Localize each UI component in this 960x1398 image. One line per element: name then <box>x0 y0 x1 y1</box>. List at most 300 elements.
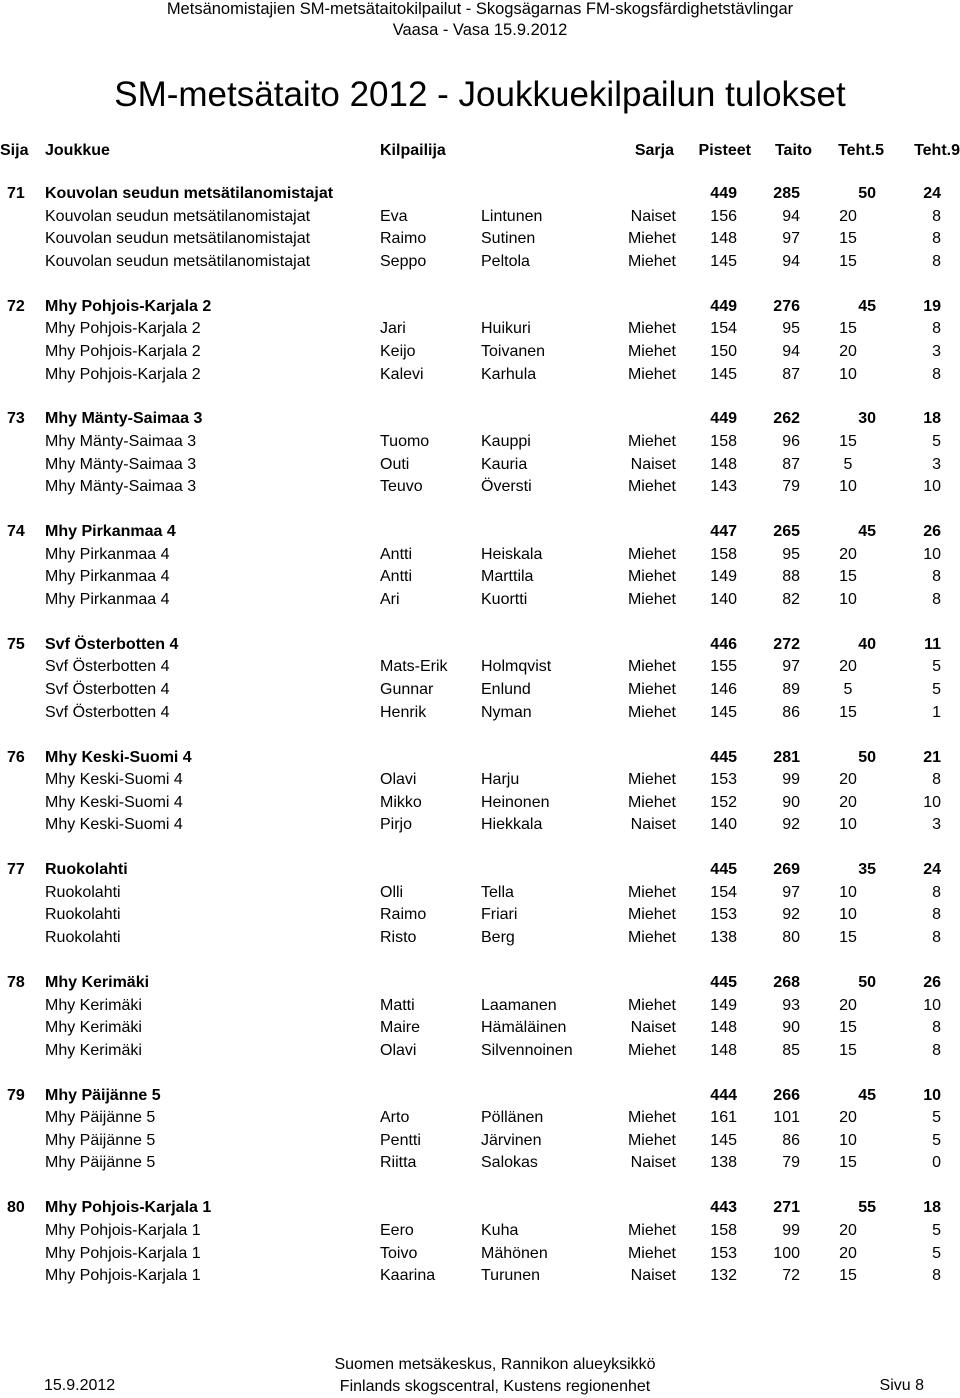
member-first-cell: Antti <box>380 546 413 563</box>
member-taito-cell: 97 <box>782 658 800 675</box>
team-pisteet-cell: 449 <box>710 410 737 427</box>
member-taito-cell: 85 <box>782 1042 800 1059</box>
member-team-cell: Mhy Keski-Suomi 4 <box>45 816 183 833</box>
member-taito-cell: 95 <box>782 320 800 337</box>
member-teht9-cell: 5 <box>932 1245 941 1262</box>
team-pisteet-cell: 445 <box>710 974 737 991</box>
member-team-cell: Svf Österbotten 4 <box>45 704 170 721</box>
member-pisteet-cell: 154 <box>710 884 737 901</box>
team-name-cell: Mhy Kerimäki <box>45 974 150 991</box>
member-teht5-cell: 20 <box>839 208 857 225</box>
member-teht9-cell: 8 <box>932 230 941 247</box>
member-first-cell: Tuomo <box>380 433 430 450</box>
member-teht9-cell: 5 <box>932 658 941 675</box>
team-taito-cell: 269 <box>773 861 800 878</box>
member-team-cell: Svf Österbotten 4 <box>45 681 170 698</box>
member-pisteet-cell: 140 <box>710 816 737 833</box>
member-pisteet-cell: 148 <box>710 456 737 473</box>
member-team-cell: Mhy Kerimäki <box>45 997 142 1014</box>
member-first-cell: Ari <box>380 591 400 608</box>
member-teht5-cell: 5 <box>843 456 853 473</box>
member-teht9-cell: 8 <box>932 366 941 383</box>
team-teht5-cell: 55 <box>858 1199 876 1216</box>
member-teht5-cell: 10 <box>839 816 857 833</box>
member-pisteet-cell: 148 <box>710 1042 737 1059</box>
member-taito-cell: 92 <box>782 906 800 923</box>
member-team-cell: Mhy Pohjois-Karjala 1 <box>45 1245 201 1262</box>
member-first-cell: Gunnar <box>380 681 434 698</box>
member-taito-cell: 92 <box>782 816 800 833</box>
col-header-joukkue: Joukkue <box>45 142 110 159</box>
member-teht5-cell: 20 <box>839 343 857 360</box>
member-taito-cell: 93 <box>782 997 800 1014</box>
team-sija-cell: 76 <box>7 749 25 766</box>
team-taito-cell: 262 <box>773 410 800 427</box>
col-header-kilpailija: Kilpailija <box>380 142 446 159</box>
member-team-cell: Mhy Pohjois-Karjala 1 <box>45 1222 201 1239</box>
member-teht5-cell: 15 <box>839 704 857 721</box>
team-name-cell: Mhy Pirkanmaa 4 <box>45 523 176 540</box>
member-team-cell: Mhy Pirkanmaa 4 <box>45 568 170 585</box>
member-taito-cell: 89 <box>782 681 800 698</box>
member-team-cell: Mhy Pohjois-Karjala 2 <box>45 343 201 360</box>
member-first-cell: Jari <box>380 320 406 337</box>
member-teht5-cell: 15 <box>839 1019 857 1036</box>
team-teht5-cell: 50 <box>858 185 876 202</box>
member-pisteet-cell: 145 <box>710 366 737 383</box>
team-teht5-cell: 45 <box>858 1087 876 1104</box>
member-sarja-cell: Miehet <box>627 591 676 608</box>
team-teht9-cell: 26 <box>923 523 941 540</box>
member-first-cell: Pentti <box>380 1132 421 1149</box>
member-sarja-cell: Miehet <box>627 568 676 585</box>
member-teht5-cell: 10 <box>839 884 857 901</box>
member-pisteet-cell: 153 <box>710 771 737 788</box>
member-teht9-cell: 8 <box>932 1019 941 1036</box>
page-number: Sivu 8 <box>879 1377 924 1394</box>
team-teht5-cell: 45 <box>858 298 876 315</box>
team-name-cell: Svf Österbotten 4 <box>45 636 179 653</box>
member-last-cell: Sutinen <box>481 230 536 247</box>
member-last-cell: Kauppi <box>481 433 531 450</box>
member-last-cell: Översti <box>481 478 532 495</box>
member-pisteet-cell: 148 <box>710 230 737 247</box>
member-last-cell: Heiskala <box>481 546 543 563</box>
member-sarja-cell: Miehet <box>627 1042 676 1059</box>
member-team-cell: Mhy Pohjois-Karjala 1 <box>45 1267 201 1284</box>
member-teht9-cell: 8 <box>932 253 941 270</box>
member-sarja-cell: Naiset <box>630 1154 676 1171</box>
member-team-cell: Ruokolahti <box>45 906 121 923</box>
team-sija-cell: 79 <box>7 1087 25 1104</box>
team-name-cell: Kouvolan seudun metsätilanomistajat <box>45 185 334 202</box>
team-teht9-cell: 24 <box>923 861 941 878</box>
member-pisteet-cell: 145 <box>710 704 737 721</box>
member-team-cell: Mhy Pirkanmaa 4 <box>45 591 170 608</box>
member-first-cell: Kaarina <box>380 1267 436 1284</box>
team-sija-cell: 75 <box>7 636 25 653</box>
member-teht5-cell: 20 <box>839 1245 857 1262</box>
team-teht9-cell: 11 <box>924 636 941 653</box>
member-teht9-cell: 5 <box>932 1222 941 1239</box>
member-last-cell: Hämäläinen <box>481 1019 567 1036</box>
member-last-cell: Holmqvist <box>481 658 552 675</box>
member-last-cell: Peltola <box>481 253 530 270</box>
member-taito-cell: 90 <box>782 1019 800 1036</box>
member-team-cell: Kouvolan seudun metsätilanomistajat <box>45 230 311 247</box>
member-pisteet-cell: 138 <box>710 929 737 946</box>
team-taito-cell: 272 <box>773 636 800 653</box>
member-team-cell: Mhy Mänty-Saimaa 3 <box>45 456 197 473</box>
member-pisteet-cell: 148 <box>710 1019 737 1036</box>
member-taito-cell: 94 <box>782 208 800 225</box>
team-name-cell: Mhy Mänty-Saimaa 3 <box>45 410 203 427</box>
member-taito-cell: 86 <box>782 1132 800 1149</box>
member-teht9-cell: 5 <box>932 681 941 698</box>
team-taito-cell: 276 <box>773 298 800 315</box>
member-sarja-cell: Miehet <box>627 343 676 360</box>
page-title: SM-metsätaito 2012 - Joukkuekilpailun tulokset <box>114 75 846 114</box>
member-sarja-cell: Miehet <box>627 771 676 788</box>
member-teht5-cell: 15 <box>839 230 857 247</box>
member-first-cell: Toivo <box>380 1245 418 1262</box>
member-teht5-cell: 15 <box>839 253 857 270</box>
member-last-cell: Huikuri <box>481 320 531 337</box>
member-team-cell: Mhy Päijänne 5 <box>45 1132 156 1149</box>
member-taito-cell: 82 <box>782 591 800 608</box>
member-teht5-cell: 20 <box>839 658 857 675</box>
member-taito-cell: 99 <box>782 771 800 788</box>
col-header-sija: Sija <box>0 142 29 159</box>
member-teht9-cell: 10 <box>923 794 941 811</box>
team-teht9-cell: 24 <box>923 185 941 202</box>
col-header-teht9: Teht.9 <box>914 142 960 159</box>
member-sarja-cell: Miehet <box>627 1132 676 1149</box>
member-first-cell: Seppo <box>380 253 427 270</box>
member-last-cell: Lintunen <box>481 208 543 225</box>
member-last-cell: Järvinen <box>481 1132 542 1149</box>
team-pisteet-cell: 444 <box>710 1087 737 1104</box>
member-teht5-cell: 15 <box>839 1267 857 1284</box>
member-teht9-cell: 1 <box>932 704 941 721</box>
team-name-cell: Mhy Pohjois-Karjala 1 <box>45 1199 212 1216</box>
member-teht5-cell: 15 <box>839 1042 857 1059</box>
team-pisteet-cell: 446 <box>710 636 737 653</box>
member-taito-cell: 72 <box>782 1267 800 1284</box>
team-teht5-cell: 40 <box>858 636 876 653</box>
member-teht9-cell: 10 <box>923 478 941 495</box>
member-taito-cell: 96 <box>782 433 800 450</box>
member-last-cell: Pöllänen <box>481 1109 544 1126</box>
footer-organisation-fi: Suomen metsäkeskus, Rannikon alueyksikkö <box>334 1356 656 1373</box>
member-pisteet-cell: 153 <box>710 1245 737 1262</box>
member-first-cell: Henrik <box>380 704 427 721</box>
member-first-cell: Arto <box>380 1109 410 1126</box>
member-sarja-cell: Miehet <box>627 1109 676 1126</box>
member-teht9-cell: 8 <box>932 1042 941 1059</box>
member-teht9-cell: 10 <box>923 546 941 563</box>
member-pisteet-cell: 149 <box>710 568 737 585</box>
member-taito-cell: 79 <box>782 1154 800 1171</box>
member-sarja-cell: Miehet <box>627 366 676 383</box>
member-pisteet-cell: 158 <box>710 546 737 563</box>
member-sarja-cell: Miehet <box>627 253 676 270</box>
member-teht9-cell: 5 <box>932 1109 941 1126</box>
member-first-cell: Pirjo <box>380 816 413 833</box>
member-sarja-cell: Naiset <box>630 816 676 833</box>
team-sija-cell: 74 <box>7 523 25 540</box>
member-teht9-cell: 3 <box>932 456 941 473</box>
member-pisteet-cell: 156 <box>710 208 737 225</box>
team-pisteet-cell: 449 <box>710 298 737 315</box>
member-sarja-cell: Miehet <box>627 704 676 721</box>
member-team-cell: Mhy Pirkanmaa 4 <box>45 546 170 563</box>
member-pisteet-cell: 132 <box>710 1267 737 1284</box>
member-last-cell: Kuha <box>481 1222 519 1239</box>
member-teht9-cell: 8 <box>932 568 941 585</box>
team-pisteet-cell: 447 <box>710 523 737 540</box>
member-pisteet-cell: 145 <box>710 253 737 270</box>
member-teht5-cell: 10 <box>839 366 857 383</box>
team-taito-cell: 285 <box>773 185 800 202</box>
member-teht9-cell: 8 <box>932 906 941 923</box>
member-teht5-cell: 20 <box>839 997 857 1014</box>
member-team-cell: Mhy Päijänne 5 <box>45 1154 156 1171</box>
team-taito-cell: 266 <box>773 1087 800 1104</box>
member-taito-cell: 94 <box>782 253 800 270</box>
member-pisteet-cell: 158 <box>710 433 737 450</box>
member-first-cell: Teuvo <box>380 478 423 495</box>
team-pisteet-cell: 445 <box>710 749 737 766</box>
member-pisteet-cell: 143 <box>710 478 737 495</box>
member-teht5-cell: 15 <box>839 433 857 450</box>
member-teht9-cell: 8 <box>932 884 941 901</box>
member-team-cell: Mhy Mänty-Saimaa 3 <box>45 433 197 450</box>
team-sija-cell: 71 <box>7 185 25 202</box>
member-team-cell: Mhy Päijänne 5 <box>45 1109 156 1126</box>
member-first-cell: Eero <box>380 1222 414 1239</box>
member-last-cell: Kuortti <box>481 591 528 608</box>
member-teht9-cell: 8 <box>932 771 941 788</box>
member-first-cell: Maire <box>380 1019 421 1036</box>
member-first-cell: Olli <box>380 884 404 901</box>
col-header-pisteet: Pisteet <box>698 142 751 159</box>
member-team-cell: Mhy Pohjois-Karjala 2 <box>45 366 201 383</box>
member-taito-cell: 95 <box>782 546 800 563</box>
member-teht9-cell: 0 <box>932 1154 941 1171</box>
team-sija-cell: 78 <box>7 974 25 991</box>
col-header-teht5: Teht.5 <box>838 142 884 159</box>
team-name-cell: Ruokolahti <box>45 861 128 878</box>
member-sarja-cell: Miehet <box>627 433 676 450</box>
member-teht9-cell: 8 <box>932 591 941 608</box>
member-first-cell: Mats-Erik <box>380 658 448 675</box>
member-taito-cell: 86 <box>782 704 800 721</box>
member-last-cell: Turunen <box>481 1267 540 1284</box>
member-teht9-cell: 3 <box>932 816 941 833</box>
member-last-cell: Mähönen <box>481 1245 548 1262</box>
member-team-cell: Mhy Kerimäki <box>45 1019 142 1036</box>
member-last-cell: Salokas <box>481 1154 538 1171</box>
team-taito-cell: 265 <box>773 523 800 540</box>
member-last-cell: Laamanen <box>481 997 557 1014</box>
member-first-cell: Olavi <box>380 1042 417 1059</box>
member-first-cell: Kalevi <box>380 366 424 383</box>
member-last-cell: Karhula <box>481 366 537 383</box>
member-pisteet-cell: 154 <box>710 320 737 337</box>
member-last-cell: Silvennoinen <box>481 1042 573 1059</box>
team-name-cell: Mhy Pohjois-Karjala 2 <box>45 298 212 315</box>
member-sarja-cell: Naiset <box>630 208 676 225</box>
member-last-cell: Berg <box>481 929 515 946</box>
member-sarja-cell: Miehet <box>627 906 676 923</box>
member-first-cell: Mikko <box>380 794 422 811</box>
team-teht9-cell: 26 <box>923 974 941 991</box>
member-sarja-cell: Miehet <box>627 794 676 811</box>
member-sarja-cell: Naiset <box>630 1267 676 1284</box>
member-last-cell: Harju <box>481 771 520 788</box>
member-sarja-cell: Miehet <box>627 929 676 946</box>
member-teht9-cell: 10 <box>923 997 941 1014</box>
team-teht5-cell: 30 <box>858 410 876 427</box>
member-team-cell: Ruokolahti <box>45 884 121 901</box>
team-sija-cell: 72 <box>7 298 25 315</box>
member-sarja-cell: Miehet <box>627 681 676 698</box>
member-first-cell: Raimo <box>380 906 427 923</box>
member-teht5-cell: 20 <box>839 546 857 563</box>
team-teht9-cell: 21 <box>923 749 941 766</box>
member-teht9-cell: 5 <box>932 1132 941 1149</box>
team-taito-cell: 271 <box>773 1199 800 1216</box>
team-teht5-cell: 50 <box>858 749 876 766</box>
member-teht5-cell: 10 <box>839 478 857 495</box>
member-last-cell: Marttila <box>481 568 534 585</box>
member-pisteet-cell: 158 <box>710 1222 737 1239</box>
member-pisteet-cell: 145 <box>710 1132 737 1149</box>
team-teht9-cell: 10 <box>923 1087 941 1104</box>
member-teht5-cell: 10 <box>839 906 857 923</box>
team-teht5-cell: 35 <box>858 861 876 878</box>
team-pisteet-cell: 449 <box>710 185 737 202</box>
member-first-cell: Olavi <box>380 771 417 788</box>
member-teht5-cell: 20 <box>839 1109 857 1126</box>
member-sarja-cell: Miehet <box>627 1245 676 1262</box>
team-name-cell: Mhy Päijänne 5 <box>45 1087 161 1104</box>
col-header-taito: Taito <box>774 142 812 159</box>
member-sarja-cell: Miehet <box>627 658 676 675</box>
team-teht9-cell: 18 <box>923 1199 941 1216</box>
member-first-cell: Outi <box>380 456 410 473</box>
team-teht5-cell: 50 <box>858 974 876 991</box>
member-taito-cell: 94 <box>782 343 800 360</box>
member-team-cell: Ruokolahti <box>45 929 121 946</box>
member-team-cell: Kouvolan seudun metsätilanomistajat <box>45 208 311 225</box>
member-team-cell: Svf Österbotten 4 <box>45 658 170 675</box>
member-sarja-cell: Miehet <box>627 320 676 337</box>
event-title-line: Metsänomistajien SM-metsätaitokilpailut - Skogsägarnas FM-skogsfärdighetstävlingar <box>166 0 794 18</box>
member-pisteet-cell: 140 <box>710 591 737 608</box>
team-teht9-cell: 19 <box>923 298 941 315</box>
member-sarja-cell: Miehet <box>627 1222 676 1239</box>
member-teht9-cell: 3 <box>932 343 941 360</box>
member-last-cell: Enlund <box>481 681 531 698</box>
member-pisteet-cell: 150 <box>710 343 737 360</box>
team-name-cell: Mhy Keski-Suomi 4 <box>45 749 192 766</box>
member-sarja-cell: Naiset <box>630 456 676 473</box>
member-taito-cell: 80 <box>782 929 800 946</box>
member-last-cell: Tella <box>481 884 514 901</box>
member-sarja-cell: Miehet <box>627 546 676 563</box>
member-last-cell: Kauria <box>481 456 528 473</box>
member-pisteet-cell: 161 <box>710 1109 737 1126</box>
member-first-cell: Riitta <box>380 1154 417 1171</box>
member-sarja-cell: Miehet <box>627 230 676 247</box>
member-taito-cell: 87 <box>782 456 800 473</box>
member-pisteet-cell: 138 <box>710 1154 737 1171</box>
member-teht5-cell: 15 <box>839 568 857 585</box>
team-sija-cell: 73 <box>7 410 25 427</box>
member-teht5-cell: 20 <box>839 794 857 811</box>
member-teht5-cell: 10 <box>839 591 857 608</box>
member-taito-cell: 90 <box>782 794 800 811</box>
member-last-cell: Nyman <box>481 704 532 721</box>
member-first-cell: Raimo <box>380 230 427 247</box>
member-team-cell: Mhy Keski-Suomi 4 <box>45 771 183 788</box>
member-first-cell: Eva <box>380 208 408 225</box>
member-taito-cell: 88 <box>782 568 800 585</box>
member-teht9-cell: 8 <box>932 320 941 337</box>
member-taito-cell: 101 <box>773 1109 800 1126</box>
member-teht9-cell: 8 <box>932 929 941 946</box>
member-taito-cell: 100 <box>773 1245 800 1262</box>
member-team-cell: Kouvolan seudun metsätilanomistajat <box>45 253 311 270</box>
team-teht9-cell: 18 <box>923 410 941 427</box>
member-pisteet-cell: 149 <box>710 997 737 1014</box>
member-team-cell: Mhy Keski-Suomi 4 <box>45 794 183 811</box>
member-teht5-cell: 15 <box>839 320 857 337</box>
team-pisteet-cell: 445 <box>710 861 737 878</box>
footer-organisation-sv: Finlands skogscentral, Kustens regionenhet <box>339 1378 651 1395</box>
team-taito-cell: 281 <box>773 749 800 766</box>
member-first-cell: Matti <box>380 997 415 1014</box>
member-sarja-cell: Miehet <box>627 478 676 495</box>
footer-date: 15.9.2012 <box>44 1377 116 1394</box>
member-pisteet-cell: 146 <box>710 681 737 698</box>
member-taito-cell: 97 <box>782 884 800 901</box>
member-team-cell: Mhy Pohjois-Karjala 2 <box>45 320 201 337</box>
member-sarja-cell: Naiset <box>630 1019 676 1036</box>
event-place-date-line: Vaasa - Vasa 15.9.2012 <box>392 21 568 39</box>
team-sija-cell: 77 <box>7 861 25 878</box>
member-teht5-cell: 15 <box>839 1154 857 1171</box>
team-teht5-cell: 45 <box>858 523 876 540</box>
member-pisteet-cell: 152 <box>710 794 737 811</box>
member-last-cell: Toivanen <box>481 343 546 360</box>
team-pisteet-cell: 443 <box>710 1199 737 1216</box>
member-teht5-cell: 20 <box>839 1222 857 1239</box>
member-pisteet-cell: 153 <box>710 906 737 923</box>
member-teht9-cell: 8 <box>932 208 941 225</box>
member-sarja-cell: Miehet <box>627 884 676 901</box>
member-last-cell: Hiekkala <box>481 816 543 833</box>
member-teht5-cell: 5 <box>843 681 853 698</box>
member-team-cell: Mhy Mänty-Saimaa 3 <box>45 478 197 495</box>
member-teht9-cell: 5 <box>932 433 941 450</box>
member-teht5-cell: 20 <box>839 771 857 788</box>
member-teht9-cell: 8 <box>932 1267 941 1284</box>
member-last-cell: Friari <box>481 906 518 923</box>
member-first-cell: Keijo <box>380 343 416 360</box>
